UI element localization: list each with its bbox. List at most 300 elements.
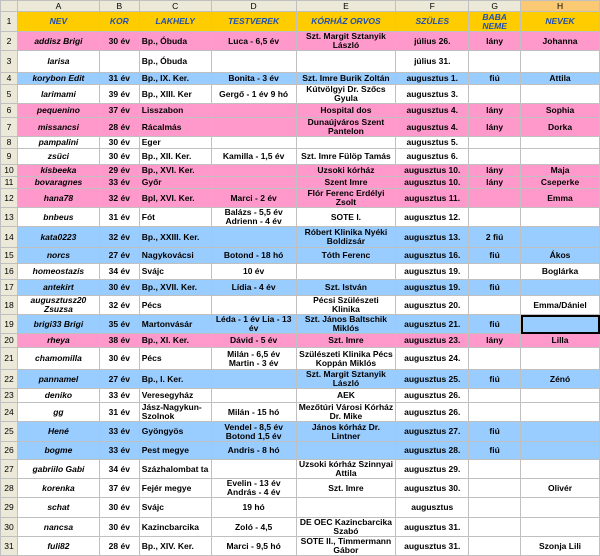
table-cell[interactable]: Gyöngyös — [139, 422, 211, 442]
table-cell[interactable]: lány — [469, 165, 521, 177]
table-cell[interactable]: Bpl, XVI. Ker. — [139, 189, 211, 208]
table-cell[interactable] — [521, 389, 600, 403]
table-cell[interactable] — [521, 315, 600, 334]
table-cell[interactable]: Hospital dos — [296, 104, 396, 118]
table-cell[interactable] — [521, 149, 600, 165]
row-number[interactable]: 31 — [1, 537, 18, 556]
header-cell[interactable]: KOR — [99, 12, 139, 32]
table-cell[interactable]: fiú — [469, 280, 521, 296]
row-number[interactable]: 8 — [1, 137, 18, 149]
table-cell[interactable]: Jász-Nagykun-Szolnok — [139, 403, 211, 422]
table-cell[interactable] — [469, 479, 521, 498]
table-row — [1, 334, 600, 348]
table-cell[interactable]: 30 év — [99, 348, 139, 370]
table-cell[interactable]: Kazincbarcika — [139, 518, 211, 537]
header-cell[interactable]: NEV — [17, 12, 99, 32]
table-row — [1, 296, 600, 315]
table-cell[interactable]: Andris - 8 hó — [211, 442, 296, 460]
table-cell[interactable]: augusztus 1. — [396, 73, 469, 85]
table-cell[interactable]: zsüci — [17, 149, 99, 165]
header-cell[interactable]: BABA NEME — [469, 12, 521, 32]
table-cell[interactable]: Dorka — [521, 118, 600, 137]
table-cell[interactable]: larimami — [17, 85, 99, 104]
table-cell[interactable]: augusztus 19. — [396, 280, 469, 296]
row-number[interactable]: 13 — [1, 208, 18, 227]
table-cell[interactable]: augusztus 26. — [396, 389, 469, 403]
table-cell[interactable]: lány — [469, 177, 521, 189]
select-all-corner[interactable] — [1, 1, 18, 12]
table-cell[interactable]: 28 év — [99, 118, 139, 137]
table-cell[interactable] — [521, 403, 600, 422]
table-cell[interactable]: Balázs - 5,5 év Adrienn - 4 év — [211, 208, 296, 227]
table-cell[interactable] — [521, 422, 600, 442]
table-cell[interactable]: Olivér — [521, 479, 600, 498]
table-cell[interactable]: Szt. Margit Sztanyik László — [296, 370, 396, 389]
table-cell[interactable]: fiú — [469, 370, 521, 389]
row-number[interactable]: 26 — [1, 442, 18, 460]
table-cell[interactable]: 27 év — [99, 248, 139, 264]
table-cell[interactable]: addisz Brigi — [17, 32, 99, 51]
table-cell[interactable] — [211, 137, 296, 149]
table-cell[interactable]: János kórház Dr. Lintner — [296, 422, 396, 442]
table-row — [1, 177, 600, 189]
table-cell[interactable]: 30 év — [99, 137, 139, 149]
table-cell[interactable] — [521, 518, 600, 537]
table-cell[interactable] — [469, 208, 521, 227]
table-cell[interactable]: 34 év — [99, 460, 139, 479]
table-cell[interactable]: 30 év — [99, 518, 139, 537]
table-cell[interactable]: 34 év — [99, 264, 139, 280]
table-cell[interactable]: missancsi — [17, 118, 99, 137]
table-row — [1, 479, 600, 498]
table-cell[interactable]: augusztus 3. — [396, 85, 469, 104]
table-cell[interactable]: AEK — [296, 389, 396, 403]
table-cell[interactable] — [469, 296, 521, 315]
table-cell[interactable]: augusztus 4. — [396, 104, 469, 118]
table-cell[interactable]: 30 év — [99, 149, 139, 165]
table-cell[interactable]: Svájc — [139, 498, 211, 518]
table-cell[interactable]: Kamilla - 1,5 év — [211, 149, 296, 165]
row-number[interactable]: 17 — [1, 280, 18, 296]
table-cell[interactable]: augusztus 24. — [396, 348, 469, 370]
table-cell[interactable]: augusztus 31. — [396, 518, 469, 537]
table-cell[interactable] — [521, 460, 600, 479]
row-number[interactable]: 25 — [1, 422, 18, 442]
table-cell[interactable]: Bp., Óbuda — [139, 51, 211, 73]
table-cell[interactable]: Kútvölgyi Dr. Szőcs Gyula — [296, 85, 396, 104]
table-row — [1, 442, 600, 460]
header-cell[interactable]: SZÜLES — [396, 12, 469, 32]
row-number[interactable]: 19 — [1, 315, 18, 334]
table-cell[interactable] — [211, 389, 296, 403]
table-cell[interactable]: Dunaújváros Szent Pantelon — [296, 118, 396, 137]
table-cell[interactable] — [296, 137, 396, 149]
table-cell[interactable]: Zénó — [521, 370, 600, 389]
table-cell[interactable]: 19 hó — [211, 498, 296, 518]
table-cell[interactable] — [211, 370, 296, 389]
table-cell[interactable]: norcs — [17, 248, 99, 264]
table-cell[interactable]: Gergő - 1 év 9 hó — [211, 85, 296, 104]
table-cell[interactable]: homeostazis — [17, 264, 99, 280]
table-cell[interactable]: augusztus 6. — [396, 149, 469, 165]
table-cell[interactable] — [469, 149, 521, 165]
column-header-a[interactable]: A — [17, 1, 99, 12]
header-cell[interactable]: KÓRHÁZ ORVOS — [296, 12, 396, 32]
table-cell[interactable] — [469, 518, 521, 537]
table-cell[interactable]: Rácalmás — [139, 118, 211, 137]
table-cell[interactable]: 39 év — [99, 85, 139, 104]
table-cell[interactable]: Milán - 15 hó — [211, 403, 296, 422]
table-cell[interactable]: 37 év — [99, 479, 139, 498]
row-number[interactable]: 10 — [1, 165, 18, 177]
table-cell[interactable]: Zoló - 4,5 — [211, 518, 296, 537]
table-cell[interactable]: Milán - 6,5 év Martin - 3 év — [211, 348, 296, 370]
row-number[interactable]: 16 — [1, 264, 18, 280]
table-cell[interactable] — [211, 227, 296, 248]
table-cell[interactable]: 28 év — [99, 537, 139, 556]
table-cell[interactable]: augusztus 16. — [396, 248, 469, 264]
table-cell[interactable]: Szonja Lili — [521, 537, 600, 556]
table-cell[interactable]: Bp., XVI. Ker. — [139, 165, 211, 177]
row-number[interactable]: 4 — [1, 73, 18, 85]
table-cell[interactable]: Bp., XXIII. Ker. — [139, 227, 211, 248]
table-cell[interactable]: SOTE II., Timmermann Gábor — [296, 537, 396, 556]
table-cell[interactable]: Eger — [139, 137, 211, 149]
table-cell[interactable] — [521, 498, 600, 518]
table-cell[interactable]: augusztus 10. — [396, 177, 469, 189]
row-number[interactable]: 14 — [1, 227, 18, 248]
table-cell[interactable]: korenka — [17, 479, 99, 498]
table-cell[interactable]: 35 év — [99, 315, 139, 334]
table-cell[interactable]: Mezőtúri Városi Kórház Dr. Mike — [296, 403, 396, 422]
table-cell[interactable]: Nagykovácsi — [139, 248, 211, 264]
table-cell[interactable]: Bonita - 3 év — [211, 73, 296, 85]
table-cell[interactable]: Pécsi Szülészeti Klinika — [296, 296, 396, 315]
table-cell[interactable] — [211, 51, 296, 73]
table-cell[interactable]: Bp., XIII. Ker — [139, 85, 211, 104]
table-cell[interactable]: Martonvásár — [139, 315, 211, 334]
table-cell[interactable]: bnbeus — [17, 208, 99, 227]
table-cell[interactable]: Lisszabon — [139, 104, 211, 118]
table-cell[interactable]: Uzsoki kórház — [296, 165, 396, 177]
table-cell[interactable] — [521, 280, 600, 296]
table-cell[interactable] — [99, 51, 139, 73]
table-cell[interactable]: augusztus 5. — [396, 137, 469, 149]
column-header-b[interactable]: B — [99, 1, 139, 12]
table-cell[interactable]: Szülészeti Klinika Pécs Koppán Miklós — [296, 348, 396, 370]
table-cell[interactable]: Szt. Imre Fülöp Tamás — [296, 149, 396, 165]
table-cell[interactable]: 32 év — [99, 189, 139, 208]
table-cell[interactable]: Százhalombat ta — [139, 460, 211, 479]
table-cell[interactable] — [469, 348, 521, 370]
table-cell[interactable]: Evelin - 13 év András - 4 év — [211, 479, 296, 498]
table-cell[interactable]: augusztus 25. — [396, 370, 469, 389]
table-cell[interactable]: Bp., XI. Ker. — [139, 334, 211, 348]
table-cell[interactable]: fiú — [469, 422, 521, 442]
table-cell[interactable]: deniko — [17, 389, 99, 403]
table-cell[interactable]: augusztus 30. — [396, 479, 469, 498]
table-cell[interactable] — [521, 442, 600, 460]
table-cell[interactable] — [296, 264, 396, 280]
table-cell[interactable]: augusztus 12. — [396, 208, 469, 227]
table-cell[interactable] — [469, 498, 521, 518]
table-cell[interactable]: Flór Ferenc Erdélyi Zsolt — [296, 189, 396, 208]
table-cell[interactable]: Lídia - 4 év — [211, 280, 296, 296]
table-cell[interactable]: augusztus 27. — [396, 422, 469, 442]
table-cell[interactable] — [469, 389, 521, 403]
table-cell[interactable]: chamomilla — [17, 348, 99, 370]
table-cell[interactable]: fiú — [469, 442, 521, 460]
table-cell[interactable]: pannamel — [17, 370, 99, 389]
row-number[interactable]: 6 — [1, 104, 18, 118]
table-cell[interactable]: augusztus 4. — [396, 118, 469, 137]
header-cell[interactable]: NEVEK — [521, 12, 600, 32]
row-number[interactable]: 7 — [1, 118, 18, 137]
table-cell[interactable]: Luca - 6,5 év — [211, 32, 296, 51]
table-cell[interactable]: Ákos — [521, 248, 600, 264]
table-cell[interactable]: Bp., XVII. Ker. — [139, 280, 211, 296]
table-cell[interactable] — [469, 137, 521, 149]
table-cell[interactable]: Szt. János Baltschik Miklós — [296, 315, 396, 334]
table-cell[interactable]: kisbeeka — [17, 165, 99, 177]
table-cell[interactable] — [211, 296, 296, 315]
row-number[interactable]: 18 — [1, 296, 18, 315]
table-cell[interactable]: augusztus 26. — [396, 403, 469, 422]
table-cell[interactable]: Boglárka — [521, 264, 600, 280]
table-cell[interactable]: Emma/Dániel — [521, 296, 600, 315]
table-cell[interactable]: Léda - 1 év Lia - 13 év — [211, 315, 296, 334]
table-cell[interactable]: 33 év — [99, 442, 139, 460]
table-cell[interactable] — [521, 348, 600, 370]
table-cell[interactable]: 32 év — [99, 227, 139, 248]
table-cell[interactable]: gabriilo Gabi — [17, 460, 99, 479]
table-cell[interactable]: 27 év — [99, 370, 139, 389]
table-row — [1, 389, 600, 403]
table-cell[interactable]: Szent Imre — [296, 177, 396, 189]
table-cell[interactable]: Johanna — [521, 32, 600, 51]
table-cell[interactable] — [469, 264, 521, 280]
table-cell[interactable]: Szt. Imre — [296, 479, 396, 498]
table-cell[interactable]: Pécs — [139, 296, 211, 315]
table-cell[interactable]: Győr — [139, 177, 211, 189]
row-number[interactable]: 20 — [1, 334, 18, 348]
row-number[interactable]: 5 — [1, 85, 18, 104]
row-number[interactable]: 24 — [1, 403, 18, 422]
table-cell[interactable]: schat — [17, 498, 99, 518]
table-cell[interactable]: Marci - 2 év — [211, 189, 296, 208]
table-cell[interactable] — [521, 227, 600, 248]
table-cell[interactable] — [469, 85, 521, 104]
table-cell[interactable]: fiú — [469, 315, 521, 334]
header-cell[interactable]: LAKHELY — [139, 12, 211, 32]
table-cell[interactable]: Svájc — [139, 264, 211, 280]
row-number[interactable]: 23 — [1, 389, 18, 403]
table-cell[interactable]: augusztus 21. — [396, 315, 469, 334]
table-cell[interactable]: lány — [469, 334, 521, 348]
table-cell[interactable]: 33 év — [99, 177, 139, 189]
table-cell[interactable]: Bp., I. Ker. — [139, 370, 211, 389]
table-cell[interactable]: Attila — [521, 73, 600, 85]
table-cell[interactable]: augusztus 31. — [396, 537, 469, 556]
table-cell[interactable]: fuli82 — [17, 537, 99, 556]
table-cell[interactable]: bovaragnes — [17, 177, 99, 189]
table-cell[interactable]: lány — [469, 118, 521, 137]
row-number[interactable]: 3 — [1, 51, 18, 73]
table-row — [1, 85, 600, 104]
table-cell[interactable]: lány — [469, 104, 521, 118]
table-cell[interactable]: lány — [469, 32, 521, 51]
row-number[interactable]: 2 — [1, 32, 18, 51]
row-number[interactable]: 28 — [1, 479, 18, 498]
table-cell[interactable]: 31 év — [99, 403, 139, 422]
row-number[interactable]: 12 — [1, 189, 18, 208]
table-cell[interactable]: pequenino — [17, 104, 99, 118]
table-cell[interactable]: bogme — [17, 442, 99, 460]
table-cell[interactable] — [296, 51, 396, 73]
table-cell[interactable]: augusztus 23. — [396, 334, 469, 348]
table-cell[interactable]: 30 év — [99, 280, 139, 296]
table-cell[interactable] — [211, 165, 296, 177]
row-number[interactable]: 22 — [1, 370, 18, 389]
table-cell[interactable]: Szt. Imre Burik Zoltán — [296, 73, 396, 85]
table-cell[interactable]: 30 év — [99, 498, 139, 518]
table-cell[interactable]: brigi33 Brigi — [17, 315, 99, 334]
header-row — [1, 12, 600, 32]
table-cell[interactable]: Hené — [17, 422, 99, 442]
table-cell[interactable]: augusztus 28. — [396, 442, 469, 460]
column-header-h[interactable]: H — [521, 1, 600, 12]
table-cell[interactable]: antekirt — [17, 280, 99, 296]
row-number[interactable]: 30 — [1, 518, 18, 537]
row-number[interactable]: 11 — [1, 177, 18, 189]
table-cell[interactable]: augusztus 20. — [396, 296, 469, 315]
table-cell[interactable] — [211, 118, 296, 137]
table-cell[interactable] — [296, 498, 396, 518]
column-header-f[interactable]: F — [396, 1, 469, 12]
table-cell[interactable]: 37 év — [99, 104, 139, 118]
table-cell[interactable] — [469, 189, 521, 208]
table-cell[interactable]: larisa — [17, 51, 99, 73]
table-cell[interactable] — [521, 137, 600, 149]
table-cell[interactable]: augusztus — [396, 498, 469, 518]
table-cell[interactable]: SOTE I. — [296, 208, 396, 227]
table-cell[interactable]: Veresegyház — [139, 389, 211, 403]
table-cell[interactable] — [521, 51, 600, 73]
table-cell[interactable]: Bp., XIV. Ker. — [139, 537, 211, 556]
table-cell[interactable]: Tóth Ferenc — [296, 248, 396, 264]
table-cell[interactable] — [521, 208, 600, 227]
column-header-c[interactable]: C — [139, 1, 211, 12]
table-cell[interactable]: fiú — [469, 73, 521, 85]
table-cell[interactable] — [211, 104, 296, 118]
column-header-g[interactable]: G — [469, 1, 521, 12]
table-cell[interactable]: 10 év — [211, 264, 296, 280]
table-cell[interactable]: Lilla — [521, 334, 600, 348]
table-cell[interactable]: 31 év — [99, 208, 139, 227]
table-cell[interactable] — [469, 51, 521, 73]
table-cell[interactable] — [521, 85, 600, 104]
row-number[interactable]: 27 — [1, 460, 18, 479]
table-cell[interactable]: augusztusz20 Zsuzsa — [17, 296, 99, 315]
table-cell[interactable]: 2 fiú — [469, 227, 521, 248]
table-cell[interactable]: július 26. — [396, 32, 469, 51]
table-cell[interactable]: Maja — [521, 165, 600, 177]
table-cell[interactable]: 29 év — [99, 165, 139, 177]
table-cell[interactable]: 30 év — [99, 32, 139, 51]
table-cell[interactable]: július 31. — [396, 51, 469, 73]
table-cell[interactable]: hana78 — [17, 189, 99, 208]
table-cell[interactable]: 33 év — [99, 422, 139, 442]
table-cell[interactable]: 38 év — [99, 334, 139, 348]
table-cell[interactable]: Szt. Imre — [296, 334, 396, 348]
table-cell[interactable]: Szt. István — [296, 280, 396, 296]
table-row — [1, 51, 600, 73]
table-cell[interactable]: Dávid - 5 év — [211, 334, 296, 348]
table-cell[interactable]: Bp., XII. Ker. — [139, 149, 211, 165]
row-number[interactable]: 1 — [1, 12, 18, 32]
table-cell[interactable]: kata0223 — [17, 227, 99, 248]
table-cell[interactable]: Pécs — [139, 348, 211, 370]
table-cell[interactable]: augusztus 11. — [396, 189, 469, 208]
table-cell[interactable]: Uzsoki kórház Szinnyai Attila — [296, 460, 396, 479]
table-row — [1, 403, 600, 422]
table-cell[interactable]: Vendel - 8,5 év Botond 1,5 év — [211, 422, 296, 442]
header-cell[interactable]: TESTVEREK — [211, 12, 296, 32]
table-cell[interactable]: augusztus 10. — [396, 165, 469, 177]
table-cell[interactable]: korybon Edit — [17, 73, 99, 85]
row-number[interactable]: 21 — [1, 348, 18, 370]
table-cell[interactable]: Cseperke — [521, 177, 600, 189]
table-cell[interactable] — [296, 442, 396, 460]
column-header-d[interactable]: D — [211, 1, 296, 12]
table-cell[interactable] — [469, 403, 521, 422]
table-cell[interactable]: augusztus 29. — [396, 460, 469, 479]
table-cell[interactable]: DE OEC Kazincbarcika Szabó — [296, 518, 396, 537]
table-cell[interactable]: Fót — [139, 208, 211, 227]
table-row — [1, 518, 600, 537]
table-cell[interactable]: Róbert Klinika Nyéki Boldizsár — [296, 227, 396, 248]
table-cell[interactable]: Bp., IX. Ker. — [139, 73, 211, 85]
table-cell[interactable] — [211, 177, 296, 189]
table-cell[interactable]: 33 év — [99, 389, 139, 403]
row-number[interactable]: 15 — [1, 248, 18, 264]
table-cell[interactable]: Szt. Margit Sztanyik László — [296, 32, 396, 51]
row-number[interactable]: 29 — [1, 498, 18, 518]
table-cell[interactable]: 32 év — [99, 296, 139, 315]
table-row — [1, 280, 600, 296]
table-cell[interactable]: Sophia — [521, 104, 600, 118]
table-cell[interactable]: augusztus 19. — [396, 264, 469, 280]
table-cell[interactable]: Emma — [521, 189, 600, 208]
table-cell[interactable] — [469, 460, 521, 479]
table-cell[interactable]: nancsa — [17, 518, 99, 537]
table-cell[interactable]: Marci - 9,5 hó — [211, 537, 296, 556]
table-cell[interactable]: Pest megye — [139, 442, 211, 460]
row-number[interactable]: 9 — [1, 149, 18, 165]
table-cell[interactable]: Fejér megye — [139, 479, 211, 498]
table-cell[interactable]: augusztus 13. — [396, 227, 469, 248]
table-row — [1, 104, 600, 118]
table-cell[interactable] — [211, 460, 296, 479]
table-cell[interactable]: fiú — [469, 248, 521, 264]
table-cell[interactable]: Bp., Óbuda — [139, 32, 211, 51]
table-cell[interactable]: 31 év — [99, 73, 139, 85]
table-cell[interactable]: gg — [17, 403, 99, 422]
table-cell[interactable]: Botond - 18 hó — [211, 248, 296, 264]
table-cell[interactable]: pampalini — [17, 137, 99, 149]
table-cell[interactable]: rheya — [17, 334, 99, 348]
column-header-e[interactable]: E — [296, 1, 396, 12]
